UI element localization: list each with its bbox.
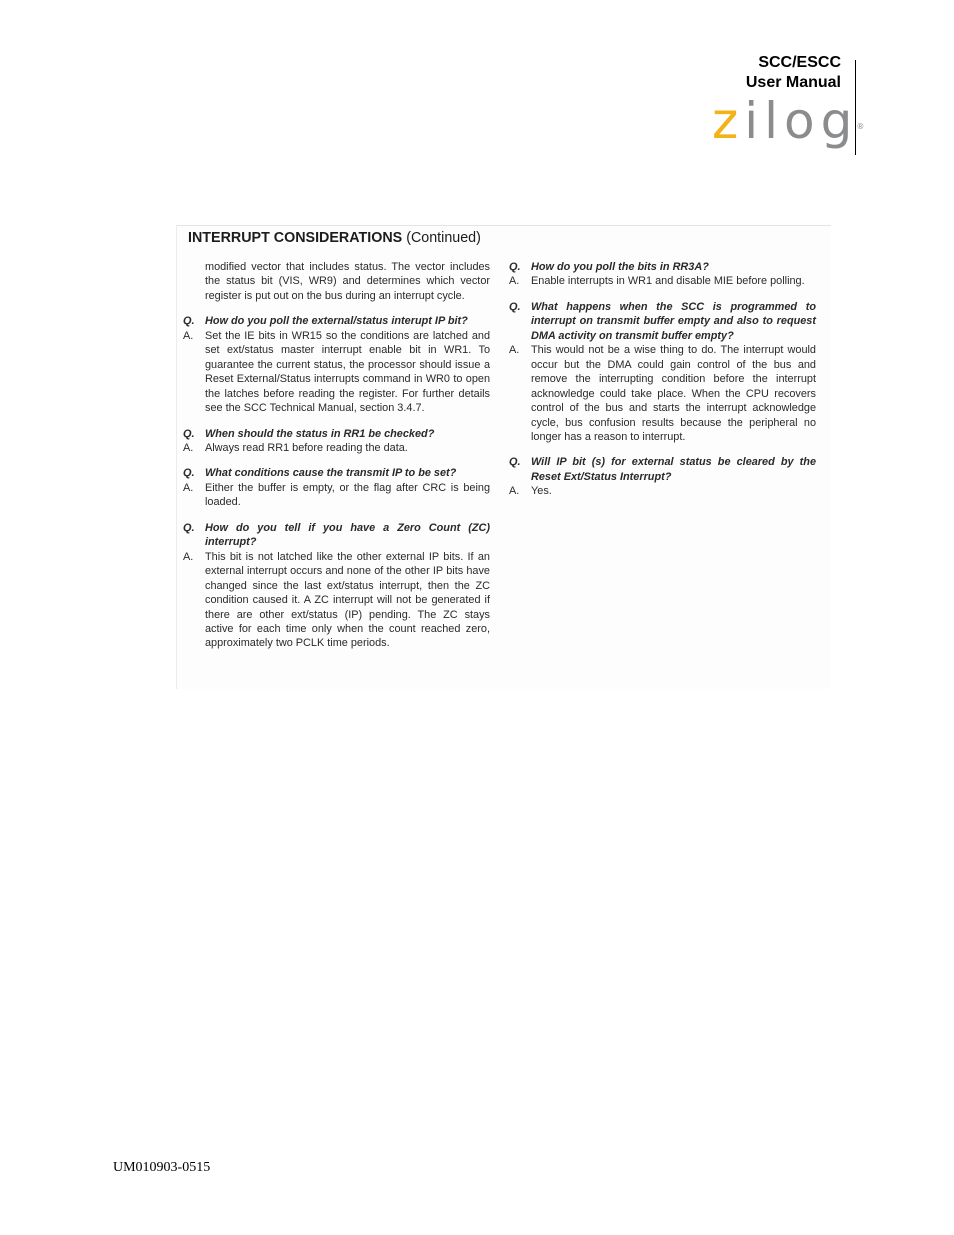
qa-item [183,314,490,415]
question-row [509,455,816,484]
qa-item [509,455,816,498]
question-row [183,466,490,480]
question-text: When should the status in RR1 be checked? [205,427,435,440]
answer-text: Enable interrupts in WR1 and disable MIE before polling. [531,275,805,288]
answer-row [183,481,490,510]
document-title [746,53,841,93]
answer-row [183,550,490,651]
question-text: What happens when the SCC is programmed to interrupt on transmit buffer empty and also to request DMA activity on transmit buffer empty? [531,300,816,342]
answer-marker: A. [509,275,520,288]
answer-marker: A. [509,485,520,498]
question-row [183,521,490,550]
qa-item [183,521,490,651]
answer-marker: A. [183,329,194,342]
answer-row [183,441,490,455]
title-line-manual: User Manual [745,74,841,91]
question-text: How do you poll the bits in RR3A? [531,261,709,273]
section-heading-text: INTERRUPT CONSIDERATIONS [188,230,403,246]
question-text: What conditions cause the transmit IP to be set? [205,467,457,480]
question-marker: Q. [509,261,521,273]
document-id: UM010903-0515 [113,1160,211,1175]
qa-item [509,260,816,289]
faq-panel [176,225,831,689]
continued-paragraph: modified vector that includes status. The vector includes the status bit (VIS, WR9) and determines which vector register is put out on the bus during an interrupt cycle. [205,261,490,302]
answer-text: Always read RR1 before reading the data. [205,441,408,454]
question-row [509,260,816,274]
question-marker: Q. [509,456,521,469]
qa-item [509,300,816,445]
qa-item [183,466,490,509]
question-text: How do you tell if you have a Zero Count (ZC) interrupt? [205,521,490,549]
answer-row [509,274,816,288]
answer-text: This would not be a wise thing to do. The interrupt would occur but the DMA could gain control of the bus and remove the interrupting condition before the interrupt acknowledge could take place. When the CPU recovers control of the bus and starts the interrupt acknowledge cycle, bus confusion results because the peripheral no longer has a reason to interrupt. [531,344,816,443]
zilog-logo: zilog® [712,92,865,150]
right-column [509,260,816,510]
question-row [183,427,490,441]
answer-row [509,484,816,498]
qa-item [183,427,490,456]
question-row [183,314,490,328]
answer-row [183,329,490,416]
answer-text: Yes. [531,485,552,498]
answer-marker: A. [183,441,194,454]
question-marker: Q. [183,521,195,534]
answer-text: Set the IE bits in WR15 so the conditions are latched and set ext/status master interrupt enable bit in WR1. To guarantee the current status, the processor should issue a Reset External/Status interrupts command in WR0 to open the latches before reading the register. For further details see the SCC Technical Manual, section 3.4.7. [205,329,490,415]
question-marker: Q. [509,300,521,313]
section-heading-suffix: (Continued) [406,230,481,246]
question-text: Will IP bit (s) for external status be cleared by the Reset Ext/Status Interrupt? [531,456,816,483]
question-marker: Q. [183,467,195,480]
answer-row [509,343,816,444]
question-text: How do you poll the external/status interupt IP bit? [205,315,468,328]
title-line-product: SCC/ESCC [758,54,841,71]
answer-text: This bit is not latched like the other external IP bits. If an external interrupt occurs and none of the other IP bits have changed since the last ext/status interrupt, then the ZC condition caused it. A ZC interrupt will not be generated if there are other ext/status (IP) pending. The ZC stays active for each time only when the count reached zero, approximately two PCLK time periods. [205,550,490,650]
question-marker: Q. [183,315,195,328]
answer-text: Either the buffer is empty, or the flag after CRC is being loaded. [205,481,490,509]
left-column [183,260,490,662]
question-marker: Q. [183,427,195,440]
answer-marker: A. [183,481,194,494]
question-row [509,300,816,343]
section-heading [188,230,481,246]
answer-marker: A. [183,550,194,563]
answer-marker: A. [509,344,520,357]
